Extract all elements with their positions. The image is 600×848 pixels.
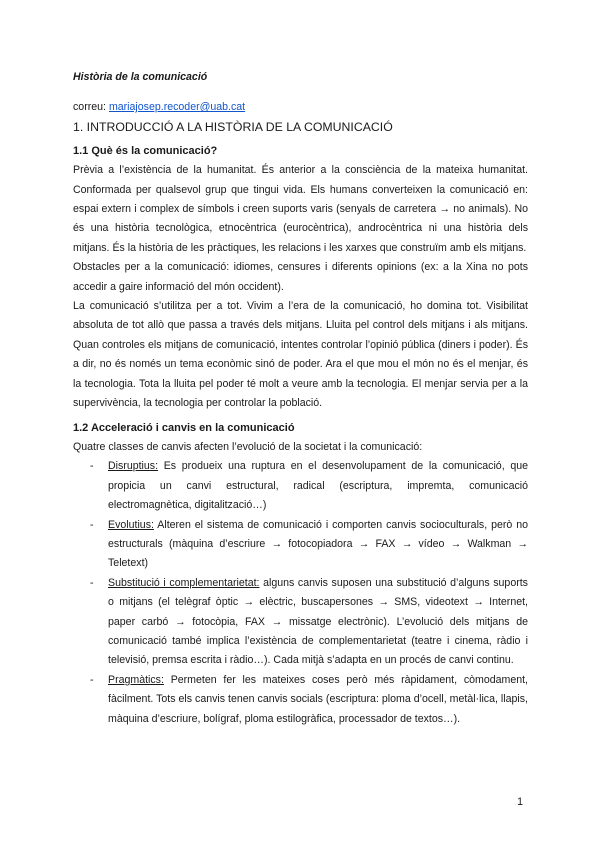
paragraph: Obstacles per a la comunicació: idiomes, censures i diferents opinions (ex: a la Xina no pots accedir a gaire informació del món occident). xyxy=(73,261,528,293)
paragraph: Prèvia a l’existència de la humanitat. És anterior a la consciència de la mateixa humanitat. Conformada per qualsevol grup que tingui vida. Els humans converteixen la comunicació en: espai extern i complex de símbols i creen suports varis (senyals de carretera → no animals). No és una història tecnològica, etnocèntrica (eurocèntrica), androcèntrica ni una història dels mitjans. És la història de les pràctiques, les relacions i les xarxes que construïm amb els mitjans. xyxy=(73,164,528,254)
document-title: Història de la comunicació xyxy=(73,71,208,83)
change-types-list xyxy=(73,457,528,729)
chapter-heading: 1. INTRODUCCIÓ A LA HISTÒRIA DE LA COMUNICACIÓ xyxy=(73,119,393,134)
contact-label: correu: xyxy=(73,101,106,114)
paragraph: Quatre classes de canvis afecten l’evolució de la societat i la comunicació: xyxy=(73,440,423,453)
list-term: Substitució i complementarietat: xyxy=(108,576,260,589)
list-term: Disruptius: xyxy=(108,460,159,473)
list-text: Permeten fer les mateixes coses però més ràpidament, còmodament, fàcilment. Tots els canvis tenen canvis socials (escriptura: ploma d’ocell, metàl·lica, llapis, màquina d’escriure, bolígraf, ploma estilogràfica, processador de textos…). xyxy=(108,673,528,725)
email-link[interactable]: mariajosep.recoder@uab.cat xyxy=(108,101,246,114)
list-dash: - xyxy=(90,576,94,589)
list-term: Pragmàtics: xyxy=(108,673,164,686)
list-item xyxy=(73,516,528,574)
section-heading: 1.1 Què és la comunicació? xyxy=(73,144,218,157)
list-dash: - xyxy=(90,673,94,686)
list-text: Alteren el sistema de comunicació i comporten canvis socioculturals, però no estructurals (màquina d’escriure → fotocopiadora → FAX → vídeo → Walkman → Teletext) xyxy=(108,518,528,570)
contact-line xyxy=(73,98,528,117)
list-item xyxy=(73,574,528,671)
list-dash: - xyxy=(90,460,94,473)
list-text: Es produeix una ruptura en el desenvolupament de la comunicació, que propicia un canvi estructural, radical (escriptura, impremta, comunicació electromagnètica, digitalització…) xyxy=(108,460,528,512)
list-item xyxy=(73,671,528,729)
document-page xyxy=(73,68,528,729)
list-dash: - xyxy=(90,518,94,531)
page-number: 1 xyxy=(517,796,523,808)
list-term: Evolutius: xyxy=(108,518,154,531)
paragraph: La comunicació s’utilitza per a tot. Vivim a l’era de la comunicació, ho domina tot. Visibilitat absoluta de tot allò que passa a través dels mitjans. Lluita pel control dels mitjans i als mitjans. Quan controles els mitjans de comunicació, intentes controlar l’opinió pública (diners i poder). És a dir, no és només un tema econòmic sinó de poder. Ara el que mou el món no és el menjar, és la tecnologia. Tota la lluita pel poder té molt a veure amb la tecnologia. El menjar servia per a la supervivència, la tecnologia per controlar la població. xyxy=(73,300,528,410)
list-item xyxy=(73,457,528,515)
section-heading: 1.2 Acceleració i canvis en la comunicació xyxy=(73,421,295,434)
list-text: alguns canvis suposen una substitució d’alguns suports o mitjans (el telègraf òptic → elèctric, buscapersones → SMS, videotext → Internet, paper carbó → fotocòpia, FAX → missatge electrònic). L’evolució dels mitjans de comunicació també implica l’existència de complementarietat (teatre i cinema, ràdio i televisió, premsa escrita i ràdio…). Cada mitjà s’adapta en un procés de canvi continu. xyxy=(108,576,528,667)
